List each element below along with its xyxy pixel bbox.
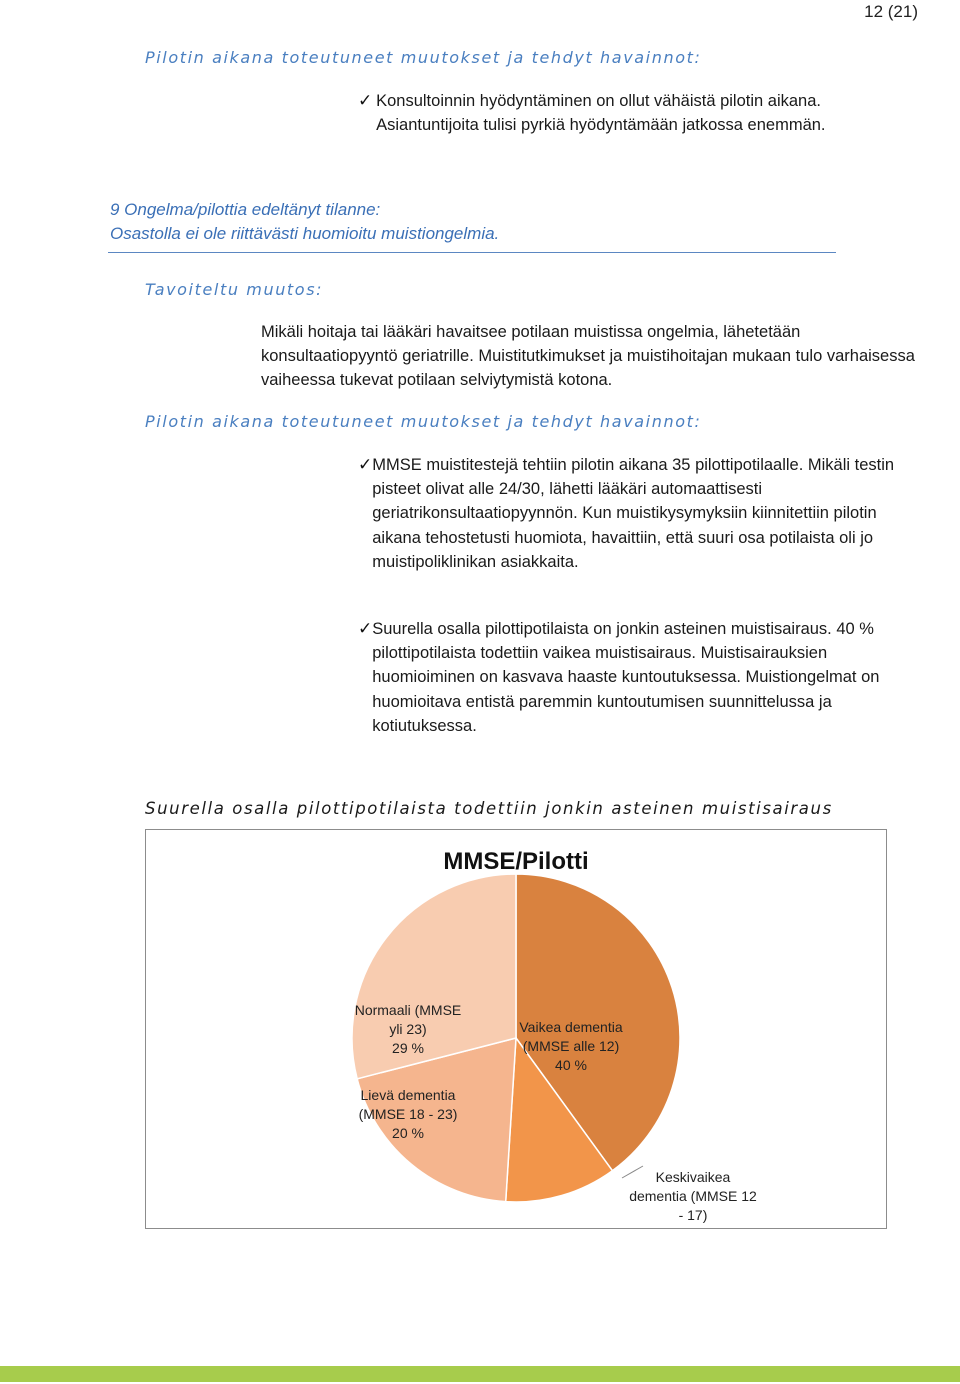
- section1-heading: Pilotin aikana toteutuneet muutokset ja tehdyt havainnot:: [145, 48, 702, 67]
- checkmark-icon: ✓: [358, 455, 373, 474]
- pie-label-keskivaikea: Keskivaikea dementia (MMSE 12 - 17): [629, 1169, 757, 1223]
- chart-caption: Suurella osalla pilottipotilaista todettiin jonkin asteinen muistisairaus: [145, 799, 833, 818]
- target-heading: Tavoiteltu muutos:: [145, 280, 324, 299]
- section2-item: [358, 617, 903, 738]
- divider: [108, 252, 836, 253]
- checkmark-icon: ✓: [358, 619, 373, 638]
- problem-subtitle: Osastolla ei ole riittävästi huomioitu muistiongelmia.: [110, 224, 500, 243]
- section2-heading: Pilotin aikana toteutuneet muutokset ja tehdyt havainnot:: [145, 412, 702, 431]
- chart-frame: [145, 829, 887, 1229]
- checkmark-icon: ✓: [358, 91, 373, 110]
- pie-chart: [146, 830, 886, 1228]
- pie-label-lieva: Lievä dementia (MMSE 18 - 23) 20 %: [358, 1087, 458, 1141]
- section1-item-text: Konsultoinnin hyödyntäminen on ollut vähäistä pilotin aikana. Asiantuntijoita tulisi pyrkiä hyödyntämään jatkossa enemmän.: [376, 92, 826, 135]
- section2-item-text: Suurella osalla pilottipotilaista on jonkin asteinen muistisairaus. 40 % pilottipotilaista todettiin vaikea muistisairaus. Muistisairauksien huomioiminen on kasvava haaste kuntoutuksessa. Muistiongelmat on huomioitava entistä paremmin kuntoutumisen suunnittelussa ja kotiutuksessa.: [372, 620, 880, 735]
- chart-title: MMSE/Pilotti: [443, 848, 589, 875]
- section2-item-text: MMSE muistitestejä tehtiin pilotin aikana 35 pilottipotilaalle. Mikäli testin pisteet olivat alle 24/30, lähetti lääkäri automaattisesti geriatrikonsultaatiopyynnön. Kun muistikysymyksiin kiinnitettiin pilotin aikana tehostetusti huomiota, havaittiin, että suuri osa potilaista oli jo muistipoliklinikan asiakkaita.: [372, 456, 895, 571]
- section2-item: [358, 453, 898, 574]
- pie-label-normaali: Normaali (MMSE yli 23) 29 %: [354, 1002, 462, 1056]
- section1-item: [358, 89, 918, 137]
- problem-block: [110, 198, 499, 246]
- leader-line: [622, 1166, 643, 1178]
- target-text: Mikäli hoitaja tai lääkäri havaitsee potilaan muistissa ongelmia, lähetetään konsultaatiopyyntö geriatrille. Muistitutkimukset ja muistihoitajan mukaan tulo varhaisessa vaiheessa tukevat potilaan selviytymistä kotona.: [261, 323, 915, 390]
- footer-bar: [0, 1366, 960, 1382]
- problem-title: 9 Ongelma/pilottia edeltänyt tilanne:: [110, 200, 381, 219]
- page-number: 12 (21): [864, 2, 918, 21]
- pie-label-vaikea: Vaikea dementia (MMSE alle 12) 40 %: [519, 1019, 623, 1073]
